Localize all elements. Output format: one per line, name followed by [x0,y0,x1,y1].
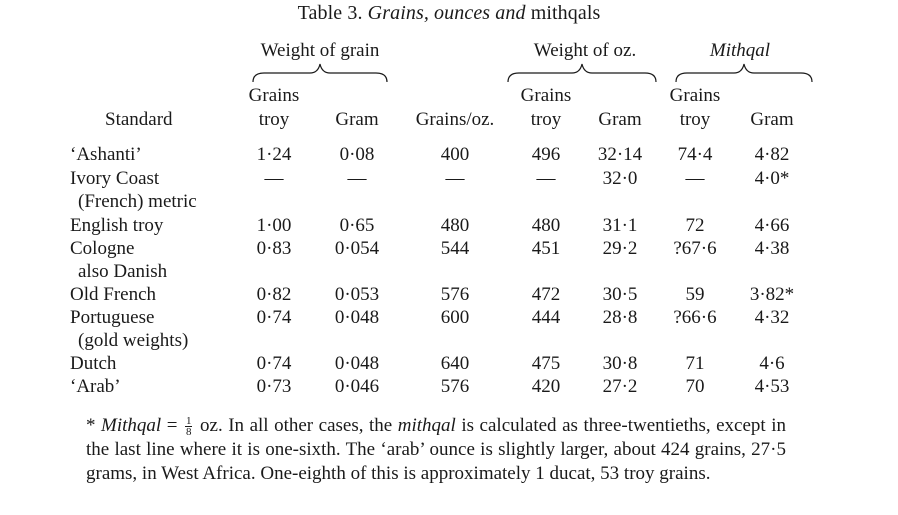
footnote-text-b: is calculated as three-twentieths, except in the last line where it is one-sixth. The ‘arab’ ounce is slightly larger, about 424 grains, 27·5 grams, in West Africa. One-eighth of this is approximately 1 ducat, 53 troy grains. [86,415,786,484]
fraction-denominator: 8 [185,426,192,439]
table-row [0,283,898,306]
header-grains-troy-2-line2: troy [530,109,562,130]
footnote [86,414,786,486]
footnote-mithqal-word: Mithqal [101,415,162,436]
cell-c5: 29·2 [602,238,638,259]
cell-c3: 400 [440,144,470,165]
brace-grain [252,62,388,84]
cell-c7: 4·0* [754,168,790,189]
group-heading-mithqal: Mithqal [709,40,771,61]
header-grains-troy-3-line1: Grains [669,85,721,106]
header-grains-troy-2-line1: Grains [520,85,572,106]
header-grains-troy-1-line2: troy [258,109,290,130]
cell-standard: Cologne [70,238,135,259]
cell-c5: 32·0 [602,168,638,189]
table-title [0,2,898,25]
cell-c2: 0·046 [334,376,380,397]
cell-c6: ?66·6 [673,307,717,328]
cell-c1: 0·74 [256,307,292,328]
cell-standard-continuation: also Danish [78,261,168,282]
cell-c3: 576 [440,376,470,397]
cell-c5: 32·14 [597,144,643,165]
cell-c4: — [536,168,556,189]
cell-c6: 71 [685,353,705,374]
brace-oz [507,62,657,84]
cell-c2: 0·053 [334,284,380,305]
cell-c2: — [347,168,367,189]
cell-c1: 1·00 [256,215,292,236]
cell-c3: 640 [440,353,470,374]
cell-c2: 0·048 [334,307,380,328]
cell-c5: 27·2 [602,376,638,397]
cell-c6: 72 [685,215,705,236]
table-row [0,237,898,282]
table-row [0,214,898,237]
table-row [0,143,898,166]
cell-c7: 4·82 [754,144,790,165]
table-row [0,306,898,351]
cell-c6: 70 [685,376,705,397]
cell-c2: 0·048 [334,353,380,374]
cell-c5: 31·1 [602,215,638,236]
cell-c2: 0·65 [339,215,375,236]
cell-c3: 576 [440,284,470,305]
cell-c4: 420 [531,376,561,397]
cell-standard: ‘Arab’ [70,376,121,397]
fraction-numerator: 1 [185,415,192,428]
footnote-star: * [86,415,102,436]
cell-c3: 544 [440,238,470,259]
cell-standard: English troy [70,215,164,236]
header-grains-troy-1 [236,84,312,132]
cell-c1: 0·83 [256,238,292,259]
footnote-mithqal-word-2: mithqal [397,415,456,436]
header-gram-2: Gram [598,109,642,130]
header-grains-troy-2 [508,84,584,132]
cell-c1: — [264,168,284,189]
cell-c1: 1·24 [256,144,292,165]
group-heading-grain: Weight of grain [260,40,380,61]
cell-c5: 30·5 [602,284,638,305]
title-prefix: Table 3. [297,2,363,24]
cell-c4: 475 [531,353,561,374]
cell-c7: 4·32 [754,307,790,328]
cell-c1: 0·74 [256,353,292,374]
title-suffix: mithqals [530,2,601,24]
header-grains-troy-3-line2: troy [679,109,711,130]
cell-c4: 451 [531,238,561,259]
table-row [0,167,898,212]
cell-c5: 30·8 [602,353,638,374]
cell-c7: 4·6 [759,353,785,374]
footnote-equals: = [161,415,183,436]
cell-c4: 472 [531,284,561,305]
cell-c4: 480 [531,215,561,236]
header-grains-troy-1-line1: Grains [248,85,300,106]
cell-c6: 74·4 [677,144,713,165]
cell-c7: 3·82* [749,284,795,305]
cell-c6: ?67·6 [673,238,717,259]
cell-standard: Ivory Coast [70,168,160,189]
header-gram-1: Gram [335,109,379,130]
cell-standard-continuation: (gold weights) [78,330,189,351]
cell-c6: 59 [685,284,705,305]
footnote-text-a: oz. In all other cases, the [194,415,398,436]
fraction-one-eighth [185,416,193,437]
table-row [0,352,898,375]
cell-c5: 28·8 [602,307,638,328]
header-grains-per-oz: Grains/oz. [415,109,495,130]
cell-c7: 4·38 [754,238,790,259]
cell-standard: ‘Ashanti’ [70,144,142,165]
cell-standard: Dutch [70,353,117,374]
cell-c2: 0·08 [339,144,375,165]
cell-c7: 4·66 [754,215,790,236]
cell-c2: 0·054 [334,238,380,259]
brace-mithqal [675,62,813,84]
cell-c1: 0·73 [256,376,292,397]
cell-standard: Portuguese [70,307,155,328]
cell-c7: 4·53 [754,376,790,397]
table-row [0,375,898,398]
cell-c3: — [445,168,465,189]
header-standard: Standard [105,109,173,130]
title-italic: Grains, ounces and [367,2,526,24]
group-heading-oz: Weight of oz. [533,40,637,61]
cell-c3: 480 [440,215,470,236]
cell-standard: Old French [70,284,157,305]
header-grains-troy-3 [657,84,733,132]
cell-c4: 496 [531,144,561,165]
cell-standard-continuation: (French) metric [78,191,197,212]
cell-c6: — [685,168,705,189]
cell-c4: 444 [531,307,561,328]
cell-c3: 600 [440,307,470,328]
header-gram-3: Gram [750,109,794,130]
cell-c1: 0·82 [256,284,292,305]
